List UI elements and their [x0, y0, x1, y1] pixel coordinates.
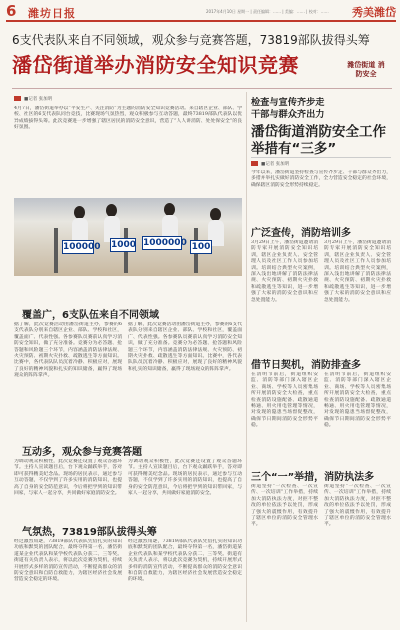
- score-board: 100: [191, 242, 211, 252]
- headline-rule: [12, 88, 392, 89]
- right-story-intro: 今年以来，潘岱街道坚持检查与宣传齐步走、干部与群众齐出力，多措并举扎实做好消防安全工作，全力营造安全稳定的社会环境，确保辖区消防安全形势持续稳定。: [251, 170, 391, 188]
- right-story-headline: 举措有“三多”: [251, 141, 337, 157]
- section-heading: 借节日契机，消防排查多: [251, 360, 361, 371]
- right-story-headline: 潘岱街道消防安全工作: [251, 124, 386, 140]
- section-heading: 气氛热，73819部队拔得头筹: [22, 527, 157, 538]
- section-body: 3月29日上午，潘岱街道邀请消防专家开展消防安全知识培训，辖区企业负责人、安全管理人员及社区工作人员参加培训。培训结合典型火灾案例，深入浅出地讲解了消防法律法规、火灾预防、初期火灾扑救和疏散逃生等知识，进一步增强了大家的消防安全意识和应急处置能力。: [251, 240, 318, 303]
- byline-marker: [251, 161, 258, 166]
- top-story-byline: ■记者 张加明: [24, 97, 53, 102]
- podium-stand: [54, 228, 58, 273]
- section-body: 街道坚持“一次检查、一次宣传、一次培训”工作举措，持续加大消防执法力度，对拒不整改的单位依法予以处罚，形成了强大的震慑作用，有效提升了辖区单位的消防安全管理水平。: [251, 484, 318, 528]
- masthead: [6, 4, 396, 20]
- byline-marker: [14, 96, 21, 101]
- top-story-kicker: 6支代表队来自不同领域，观众参与竞赛答题，73819部队拔得头筹: [12, 33, 370, 47]
- section-body: 据了解，此次竞赛活动由潘岱街道主办，参赛的6支代表队分别来自辖区企业、部队、学校和社区，覆盖面广、代表性强。各参赛队员赛前认真学习消防安全知识，做了充分准备。竞赛分为必答题、抢答题和风险题三个环节，内容涵盖消防法律法规、火灾预防、初期火灾扑救、疏散逃生等方面知识。比赛中，各代表队队员沉着冷静、积极应对，展现了良好的精神风貌和扎实的知识储备，赢得了现场观众的阵阵掌声。: [14, 322, 122, 379]
- headline-rule: [251, 157, 391, 158]
- news-photo: [14, 198, 242, 276]
- top-story-intro: 4月7日，潘岱街道举办以“平安生产、关注消防”为主题的消防安全知识竞赛活动。来自辖区企业、部队、学校、社区的6支代表队同台竞技，比赛现场气氛热烈，观众积极参与互动答题，最终73819部队代表队以优异成绩拔得头筹。此次竞赛进一步增强了辖区居民的消防安全意识，营造了“人人讲消防、处处保安全”的良好氛围。: [14, 106, 242, 131]
- section-heading: 三个“一”举措，消防执法多: [251, 472, 375, 483]
- score-board: 1000: [111, 240, 137, 250]
- masthead-rule: [6, 20, 396, 22]
- right-story-byline: ■记者 张加明: [261, 162, 290, 167]
- newspaper-name: 潍坊日报: [28, 7, 76, 20]
- dateline: 2017年4月10日 星期一 | 责任编辑：…… | 美编：…… | 校对：……: [206, 9, 329, 14]
- section-body: 街道坚持“一次检查、一次宣传、一次培训”工作举措，持续加大消防执法力度，对拒不整改的单位依法予以处罚，形成了强大的震慑作用，有效提升了辖区单位的消防安全管理水平。: [324, 484, 391, 528]
- top-story-headline: 潘岱街道举办消防安全知识竞赛: [12, 53, 299, 77]
- section-body: 在清明节前后，街道组织安监、消防等部门深入辖区企业、商场、学校等人员密集场所开展消防安全大检查，重点检查消防设施配备、疏散通道畅通、用火用电管理等情况，对发现的隐患当场督促整改，确保节日期间消防安全形势平稳。: [324, 372, 391, 429]
- calligraphy-seal: 潍岱街道 消防安全: [347, 60, 385, 78]
- section-body: 3月29日上午，潘岱街道邀请消防专家开展消防安全知识培训，辖区企业负责人、安全管理人员及社区工作人员参加培训。培训结合典型火灾案例，深入浅出地讲解了消防法律法规、火灾预防、初期火灾扑救和疏散逃生等知识，进一步增强了大家的消防安全意识和应急处置能力。: [324, 240, 391, 303]
- page-number: 6: [6, 2, 17, 20]
- section-heading: 覆盖广，6支队伍来自不同领域: [22, 310, 159, 321]
- section-body: 经过激烈角逐，73819部队代表队凭借扎实的知识功底和默契的团队配合，最终夺得第一名，潘岱街道某企业代表队和某学校代表队分获二、三等奖。街道有关负责人表示，将以此次竞赛为契机，持续开展形式多样的消防宣传活动，不断提高群众的消防安全意识和自防自救能力，为辖区经济社会发展营造安全稳定的环境。: [14, 539, 122, 583]
- section-body: 为调动观众积极性，此次竞赛还设置了观众答题环节。主持人宣读题目后，台下观众踊跃举手，答对即可获得精美纪念品。现场的居民表示，通过参与互动答题，不仅学到了许多实用的消防知识，也提高了自身的安全防范意识，今后将把学到的知识带回家，与家人一起分享，共同做好家庭消防安全。: [14, 459, 122, 497]
- section-heading: 互动多，观众参与竞赛答题: [22, 447, 142, 458]
- right-story-kicker: 检查与宣传齐步走: [251, 97, 325, 108]
- column-divider: [246, 92, 247, 622]
- section-body: 据了解，此次竞赛活动由潘岱街道主办，参赛的6支代表队分别来自辖区企业、部队、学校和社区，覆盖面广、代表性强。各参赛队员赛前认真学习消防安全知识，做了充分准备。竞赛分为必答题、抢答题和风险题三个环节，内容涵盖消防法律法规、火灾预防、初期火灾扑救、疏散逃生等方面知识。比赛中，各代表队队员沉着冷静、积极应对，展现了良好的精神风貌和扎实的知识储备，赢得了现场观众的阵阵掌声。: [128, 322, 242, 372]
- section-body: 在清明节前后，街道组织安监、消防等部门深入辖区企业、商场、学校等人员密集场所开展消防安全大检查，重点检查消防设施配备、疏散通道畅通、用火用电管理等情况，对发现的隐患当场督促整改，确保节日期间消防安全形势平稳。: [251, 372, 318, 429]
- section-heading: 广泛查传，消防培训多: [251, 228, 351, 239]
- right-story-kicker: 干部与群众齐出力: [251, 109, 325, 120]
- score-board: 1000000: [143, 238, 187, 248]
- section-body: 为调动观众积极性，此次竞赛还设置了观众答题环节。主持人宣读题目后，台下观众踊跃举手，答对即可获得精美纪念品。现场的居民表示，通过参与互动答题，不仅学到了许多实用的消防知识，也提高了自身的安全防范意识，今后将把学到的知识带回家，与家人一起分享，共同做好家庭消防安全。: [128, 459, 242, 497]
- section-body: 经过激烈角逐，73819部队代表队凭借扎实的知识功底和默契的团队配合，最终夺得第一名，潘岱街道某企业代表队和某学校代表队分获二、三等奖。街道有关负责人表示，将以此次竞赛为契机，持续开展形式多样的消防宣传活动，不断提高群众的消防安全意识和自防自救能力，为辖区经济社会发展营造安全稳定的环境。: [128, 539, 242, 583]
- section-title: 秀美潍岱: [352, 6, 396, 19]
- score-board: 100000: [63, 242, 101, 252]
